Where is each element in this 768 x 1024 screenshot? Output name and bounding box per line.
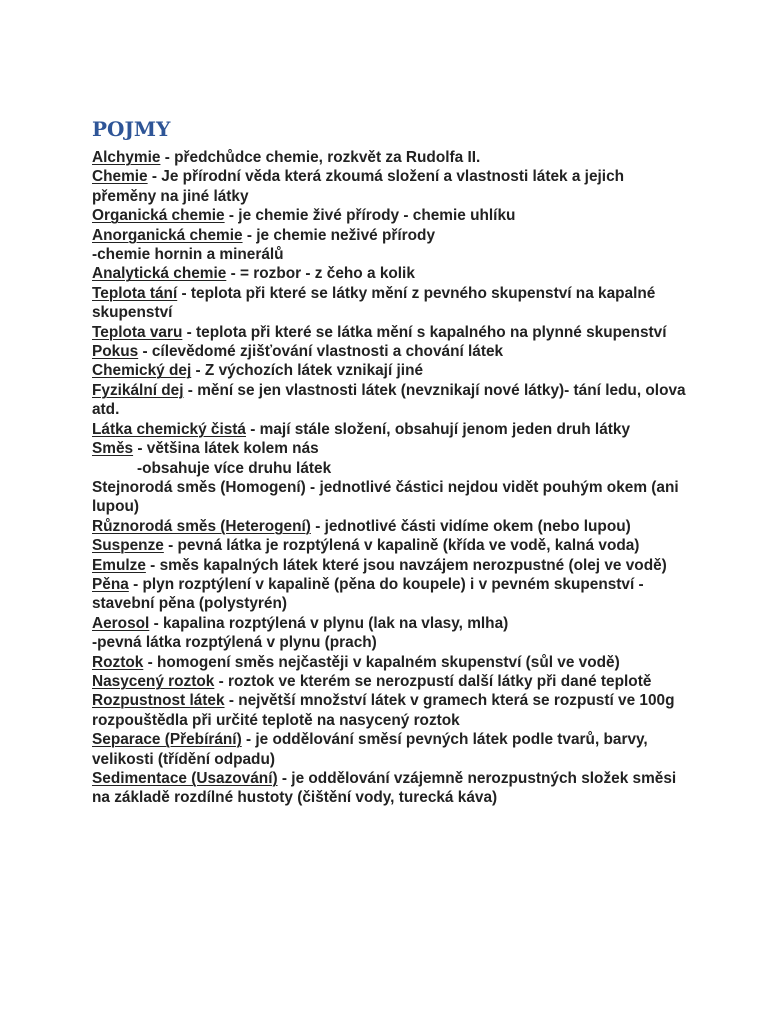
definition-text: - plyn rozptýlení v kapalině (pěna do koupele) i v pevném skupenství - stavební pěna (polystyrén) <box>92 575 644 613</box>
definition-term: Emulze <box>92 556 146 574</box>
definition-text: - pevná látka je rozptýlená v kapalině (křída ve vodě, kalná voda) <box>163 537 640 555</box>
definition-term: Roztok <box>92 653 144 671</box>
page-title: POJMY <box>92 117 171 141</box>
definition-text: -chemie hornin a minerálů <box>92 246 284 264</box>
definition-entry <box>92 342 692 361</box>
definition-entry <box>92 691 692 730</box>
definition-entry <box>92 245 692 264</box>
definition-entry <box>92 769 692 808</box>
definition-entry <box>92 284 692 323</box>
definition-entry <box>92 556 692 575</box>
definition-text: - Z výchozích látek vznikají jiné <box>191 362 424 380</box>
definition-text: - mění se jen vlastnosti látek (nevznikají nové látky)- tání ledu, olova atd. <box>92 381 686 419</box>
definition-entry <box>92 148 692 167</box>
definition-entry <box>92 459 692 478</box>
definition-entry <box>92 323 692 342</box>
definition-entry <box>92 672 692 691</box>
definition-term: Látka chemický čistá <box>92 420 246 438</box>
definition-text: - cílevědomé zjišťování vlastnosti a chování látek <box>138 343 504 361</box>
definition-entry <box>92 420 692 439</box>
definition-term: Pěna <box>92 575 129 593</box>
definition-entry <box>92 226 692 245</box>
definition-text: - homogení směs nejčastěji v kapalném skupenství (sůl ve vodě) <box>143 653 620 671</box>
document-page <box>92 116 692 808</box>
definition-entry <box>92 361 692 380</box>
definition-term: Různorodá směs (Heterogení) <box>92 517 311 535</box>
definition-term: Analytická chemie <box>92 265 227 283</box>
definition-entry <box>92 614 692 633</box>
definition-term: Chemie <box>92 168 148 186</box>
definition-text: - kapalina rozptýlená v plynu (lak na vlasy, mlha) <box>149 614 509 632</box>
definition-text: - teplota při které se látka mění s kapalného na plynné skupenství <box>182 323 667 341</box>
definition-text: - je chemie živé přírody - chemie uhlíku <box>224 207 516 225</box>
definition-term: Pokus <box>92 343 139 361</box>
definition-text: - mají stále složení, obsahují jenom jeden druh látky <box>246 420 630 438</box>
definition-term: Organická chemie <box>92 207 225 225</box>
definition-entry <box>92 575 692 614</box>
definition-text: -obsahuje více druhu látek <box>137 459 332 477</box>
definition-text: - Je přírodní věda která zkoumá složení a vlastnosti látek a jejich přeměny na jiné látky <box>92 168 625 205</box>
definition-term: Anorganická chemie <box>92 226 243 244</box>
definition-entry <box>92 167 692 206</box>
definition-term: Chemický dej <box>92 362 192 380</box>
definition-text: - je chemie neživé přírody <box>242 226 435 244</box>
definition-term: Směs <box>92 440 134 458</box>
definitions-list <box>92 148 692 808</box>
definition-term: Teplota tání <box>92 284 178 302</box>
definition-text: - je oddělování směsí pevných látek podle tvarů, barvy, velikosti (třídění odpadu) <box>92 731 648 768</box>
definition-text: - předchůdce chemie, rozkvět za Rudolfa II. <box>160 149 481 166</box>
definition-term: Fyzikální dej <box>92 381 184 399</box>
definition-entry <box>92 536 692 555</box>
definition-text: Stejnorodá směs (Homogení) - jednotlivé částici nejdou vidět pouhým okem (ani lupou) <box>92 478 679 516</box>
definition-term: Aerosol <box>92 614 150 632</box>
definition-entry <box>92 730 692 769</box>
definition-text: -pevná látka rozptýlená v plynu (prach) <box>92 634 377 652</box>
definition-term: Alchymie <box>92 149 161 166</box>
definition-text: - směs kapalných látek které jsou navzájem nerozpustné (olej ve vodě) <box>145 556 667 574</box>
definition-term: Suspenze <box>92 537 164 555</box>
definition-text: - jednotlivé části vidíme okem (nebo lupou) <box>310 517 631 535</box>
definition-text: - teplota při které se látky mění z pevného skupenství na kapalné skupenství <box>92 284 656 322</box>
definition-term: Nasycený roztok <box>92 672 215 690</box>
definition-term: Rozpustnost látek <box>92 692 225 710</box>
definition-entry <box>92 206 692 225</box>
definition-entry <box>92 381 692 420</box>
definition-text: - většina látek kolem nás <box>133 440 319 458</box>
definition-text: - = rozbor - z čeho a kolik <box>226 265 415 283</box>
definition-entry <box>92 517 692 536</box>
definition-term: Sedimentace (Usazování) <box>92 770 278 787</box>
definition-term: Separace (Přebírání) <box>92 731 242 749</box>
definition-text: - je oddělování vzájemně nerozpustných složek směsi na základě rozdílné hustoty (čištění vody, turecká káva) <box>92 770 677 807</box>
definition-entry <box>92 633 692 652</box>
definition-entry <box>92 439 692 458</box>
definition-term: Teplota varu <box>92 323 183 341</box>
definition-text: - roztok ve kterém se nerozpustí další látky při dané teplotě <box>214 672 652 690</box>
definition-entry <box>92 653 692 672</box>
definition-entry <box>92 264 692 283</box>
definition-text: - největší množství látek v gramech která se rozpustí ve 100g rozpouštědla při určité teplotě na nasycený roztok <box>92 692 675 729</box>
definition-entry <box>92 478 692 517</box>
